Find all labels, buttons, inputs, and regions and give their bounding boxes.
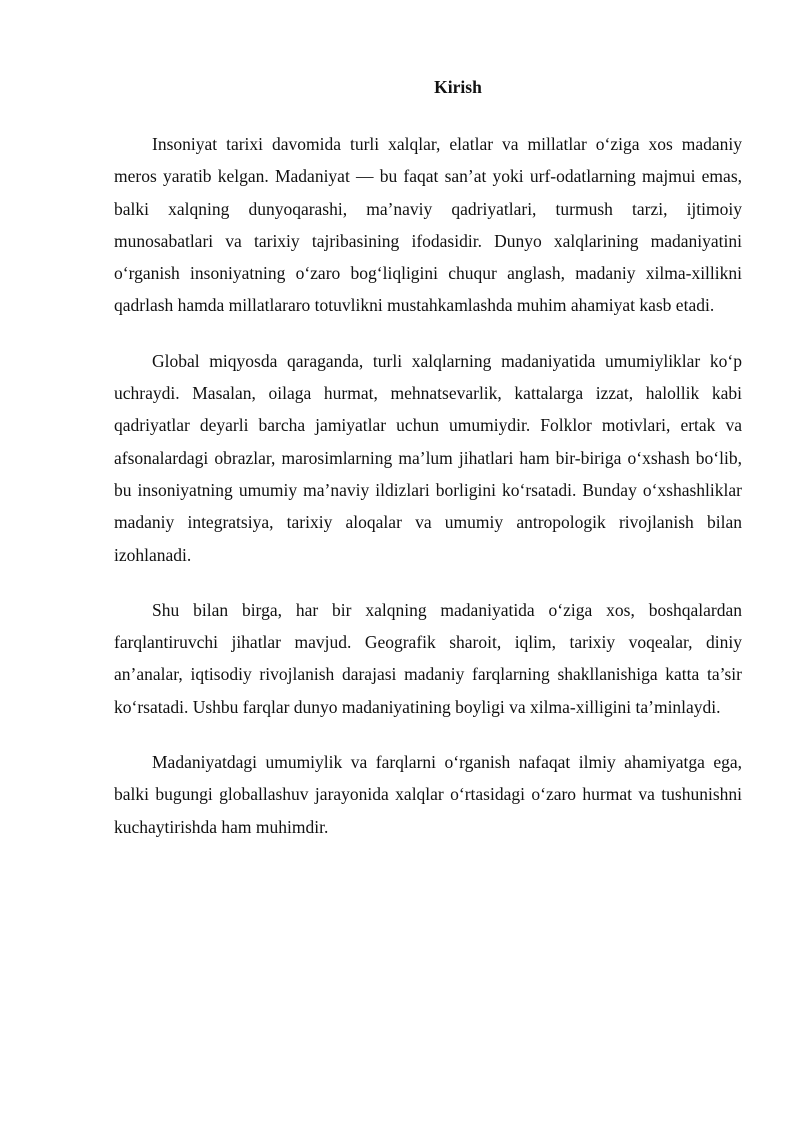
paragraph-2: Global miqyosda qaraganda, turli xalqlarning madaniyatida umumiyliklar ko‘p uchraydi. Masalan, oilaga hurmat, mehnatsevarlik, kattalarga izzat, halollik kabi qadriyatlar deyarli barcha jamiyatlar uchun umumiydir. Folklor motivlari, ertak va afsonalardagi obrazlar, marosimlarning ma’lum jihatlari ham bir-biriga o‘xshash bo‘lib, bu insoniyatning umumiy ma’naviy ildizlari borligini ko‘rsatadi. Bunday o‘xshashliklar madaniy integratsiya, tarixiy aloqalar va umumiy antropologik rivojlanish bilan izohlanadi.	[114, 350, 742, 565]
paragraph-3: Shu bilan birga, har bir xalqning madaniyatida o‘ziga xos, boshqalardan farqlantiruvchi jihatlar mavjud. Geografik sharoit, iqlim, tarixiy voqealar, diniy an’analar, iqtisodiy rivojlanish darajasi madaniy farqlarning shakllanishiga katta ta’sir ko‘rsatadi. Ushbu farqlar dunyo madaniyatining boyligi va xilma-xilligini ta’minlaydi.	[114, 599, 742, 717]
paragraph-1: Insoniyat tarixi davomida turli xalqlar, elatlar va millatlar o‘ziga xos madaniy meros yaratib kelgan. Madaniyat — bu faqat san’at yoki urf-odatlarning majmui emas, balki xalqning dunyoqarashi, ma’naviy qadriyatlari, turmush tarzi, ijtimoiy munosabatlari va tarixiy tajribasining ifodasidir. Dunyo xalqlarining madaniyatini o‘rganish insoniyatning o‘zaro bog‘liqligini chuqur anglash, madaniy xilma-xillikni qadrlash hamda millatlararo totuvlikni mustahkamlashda muhim ahamiyat kasb etadi.	[114, 134, 742, 316]
paragraph-4: Madaniyatdagi umumiylik va farqlarni o‘rganish nafaqat ilmiy ahamiyatga ega, balki bugungi globallashuv jarayonida xalqlar o‘rtasidagi o‘zaro hurmat va tushunishni kuchaytirishda ham muhimdir.	[114, 752, 742, 837]
page-title: Kirish	[434, 77, 482, 97]
document-body	[114, 73, 742, 866]
